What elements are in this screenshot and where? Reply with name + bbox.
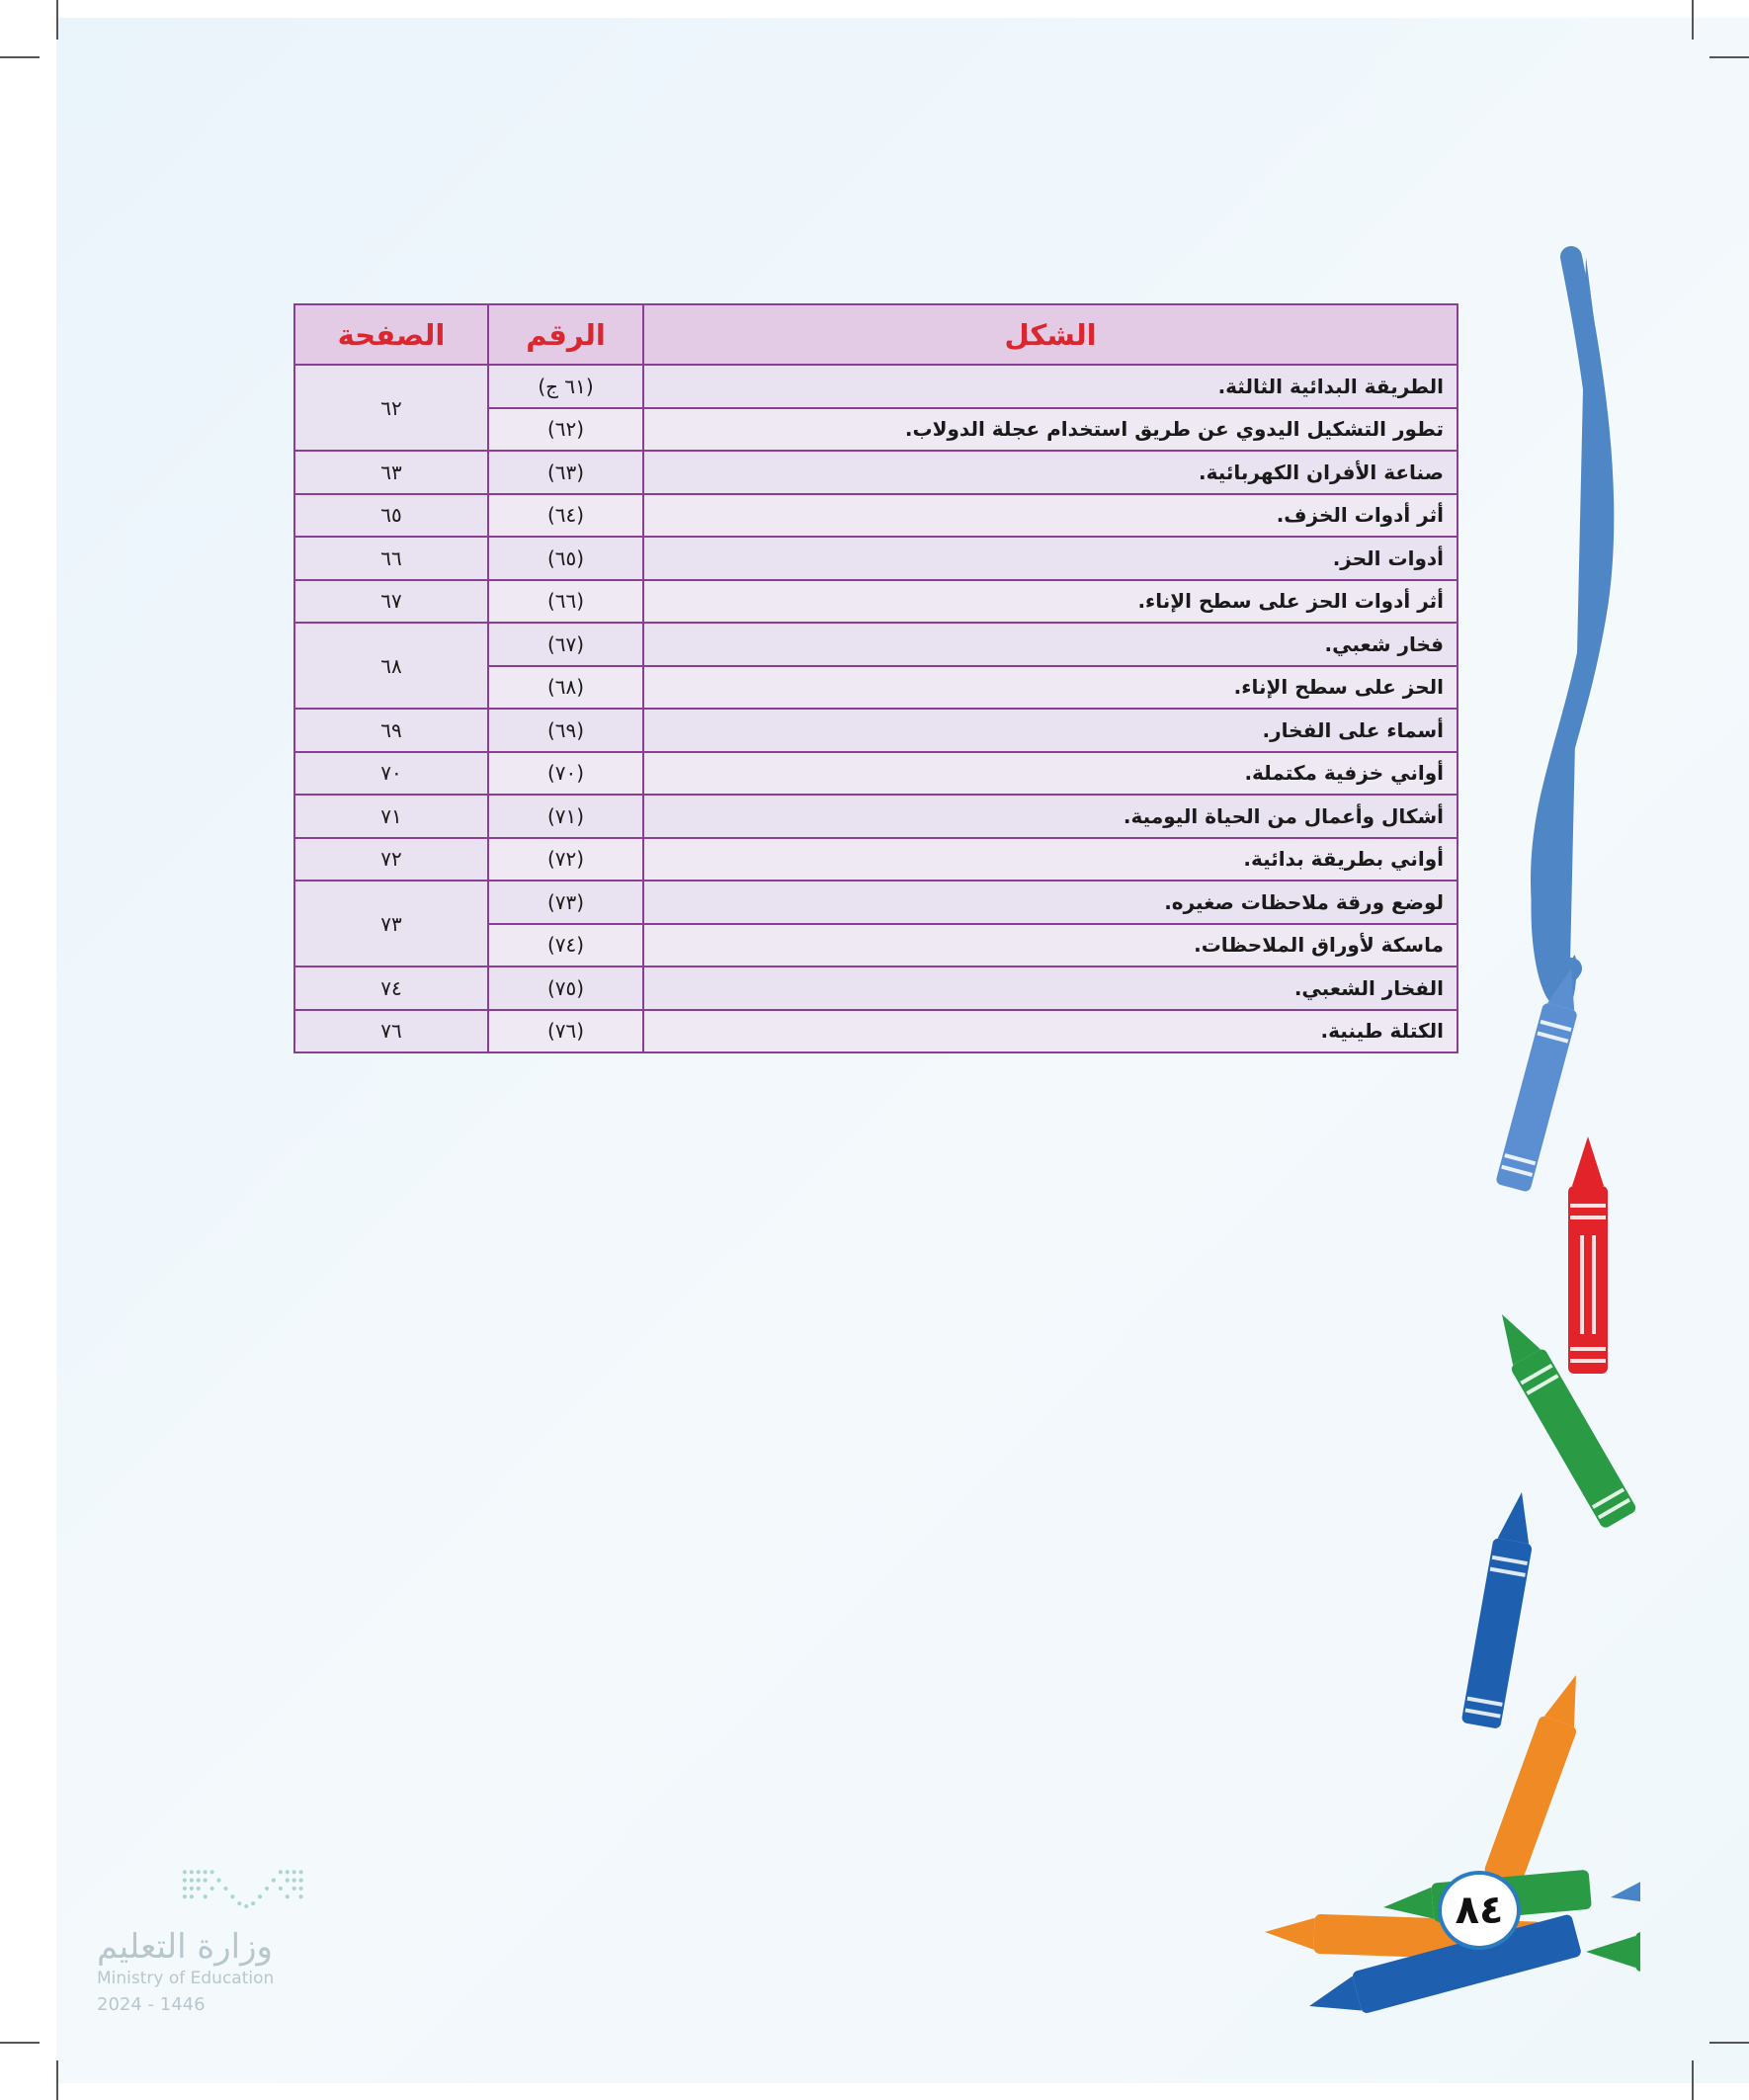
number-cell: (٦٨) [488,666,643,710]
header-number: الرقم [488,304,643,365]
shape-cell: أثر أدوات الحز على سطح الإناء. [643,580,1458,624]
number-cell: (٦٦) [488,580,643,624]
number-cell: (٦٧) [488,623,643,666]
number-cell: (٦٢) [488,408,643,452]
number-cell: (٦٥) [488,537,643,580]
crayons-decoration [1245,237,1640,2016]
number-cell: (٧١) [488,795,643,838]
page-cell: ٧٠ [294,752,488,796]
shape-cell: صناعة الأفران الكهربائية. [643,451,1458,494]
shape-cell: أثر أدوات الخزف. [643,494,1458,538]
shape-cell: الفخار الشعبي. [643,966,1458,1010]
page-cell: ٦٧ [294,580,488,624]
shape-cell: أواني خزفية مكتملة. [643,752,1458,796]
number-cell: (٧٢) [488,838,643,882]
number-cell: (٦١ ج) [488,365,643,408]
page-cell: ٦٣ [294,451,488,494]
number-cell: (٦٣) [488,451,643,494]
shape-cell: أواني بطريقة بدائية. [643,838,1458,882]
crayon-icon [1485,1304,1638,1530]
page-cell: ٦٩ [294,709,488,752]
page-cell: ٧٤ [294,966,488,1010]
page-cell: ٦٥ [294,494,488,538]
header-shape: الشكل [643,304,1458,365]
number-cell: (٦٩) [488,709,643,752]
number-cell: (٧٠) [488,752,643,796]
shape-cell: أدوات الحز. [643,537,1458,580]
crop-mark [1692,0,1694,40]
crop-mark [56,0,58,40]
crayon-icon [1608,1838,1640,1916]
ministry-year: 2024 - 1446 [97,1994,206,2015]
ministry-name-en: Ministry of Education [97,1969,275,1988]
crayon-icon [1495,964,1588,1192]
shape-cell: الطريقة البدائية الثالثة. [643,365,1458,408]
shape-cell: الكتلة طينية. [643,1010,1458,1053]
header-page: الصفحة [294,304,488,365]
number-cell: (٧٦) [488,1010,643,1053]
number-cell: (٧٤) [488,924,643,967]
shape-cell: أشكال وأعمال من الحياة اليومية. [643,795,1458,838]
page-cell: ٧٣ [294,881,488,966]
shape-cell: تطور التشكيل اليدوي عن طريق استخدام عجلة الدولاب. [643,408,1458,452]
page-cell: ٦٢ [294,365,488,451]
crayon-icon [1568,1136,1608,1374]
page-cell: ٦٨ [294,623,488,709]
ministry-name-ar: وزارة التعليم [97,1927,273,1967]
shape-cell: لوضع ورقة ملاحظات صغيره. [643,881,1458,924]
crayon-icon [1461,1489,1541,1729]
page-cell: ٧٦ [294,1010,488,1053]
shape-cell: الحز على سطح الإناء. [643,666,1458,710]
crop-mark [0,2042,40,2044]
page-cell: ٧١ [294,795,488,838]
ministry-logo-icon [178,1856,356,1925]
crayon-icon [1586,1932,1640,1972]
number-cell: (٧٥) [488,966,643,1010]
shape-cell: أسماء على الفخار. [643,709,1458,752]
number-cell: (٧٣) [488,881,643,924]
page-cell: ٧٢ [294,838,488,882]
crop-mark [1709,2042,1749,2044]
shape-cell: ماسكة لأوراق الملاحظات. [643,924,1458,967]
page-number: ٨٤ [1438,1871,1521,1950]
page-cell: ٦٦ [294,537,488,580]
crop-mark [56,2060,58,2100]
crop-mark [1692,2060,1694,2100]
number-cell: (٦٤) [488,494,643,538]
shape-cell: فخار شعبي. [643,623,1458,666]
crop-mark [0,56,40,58]
crop-mark [1709,56,1749,58]
